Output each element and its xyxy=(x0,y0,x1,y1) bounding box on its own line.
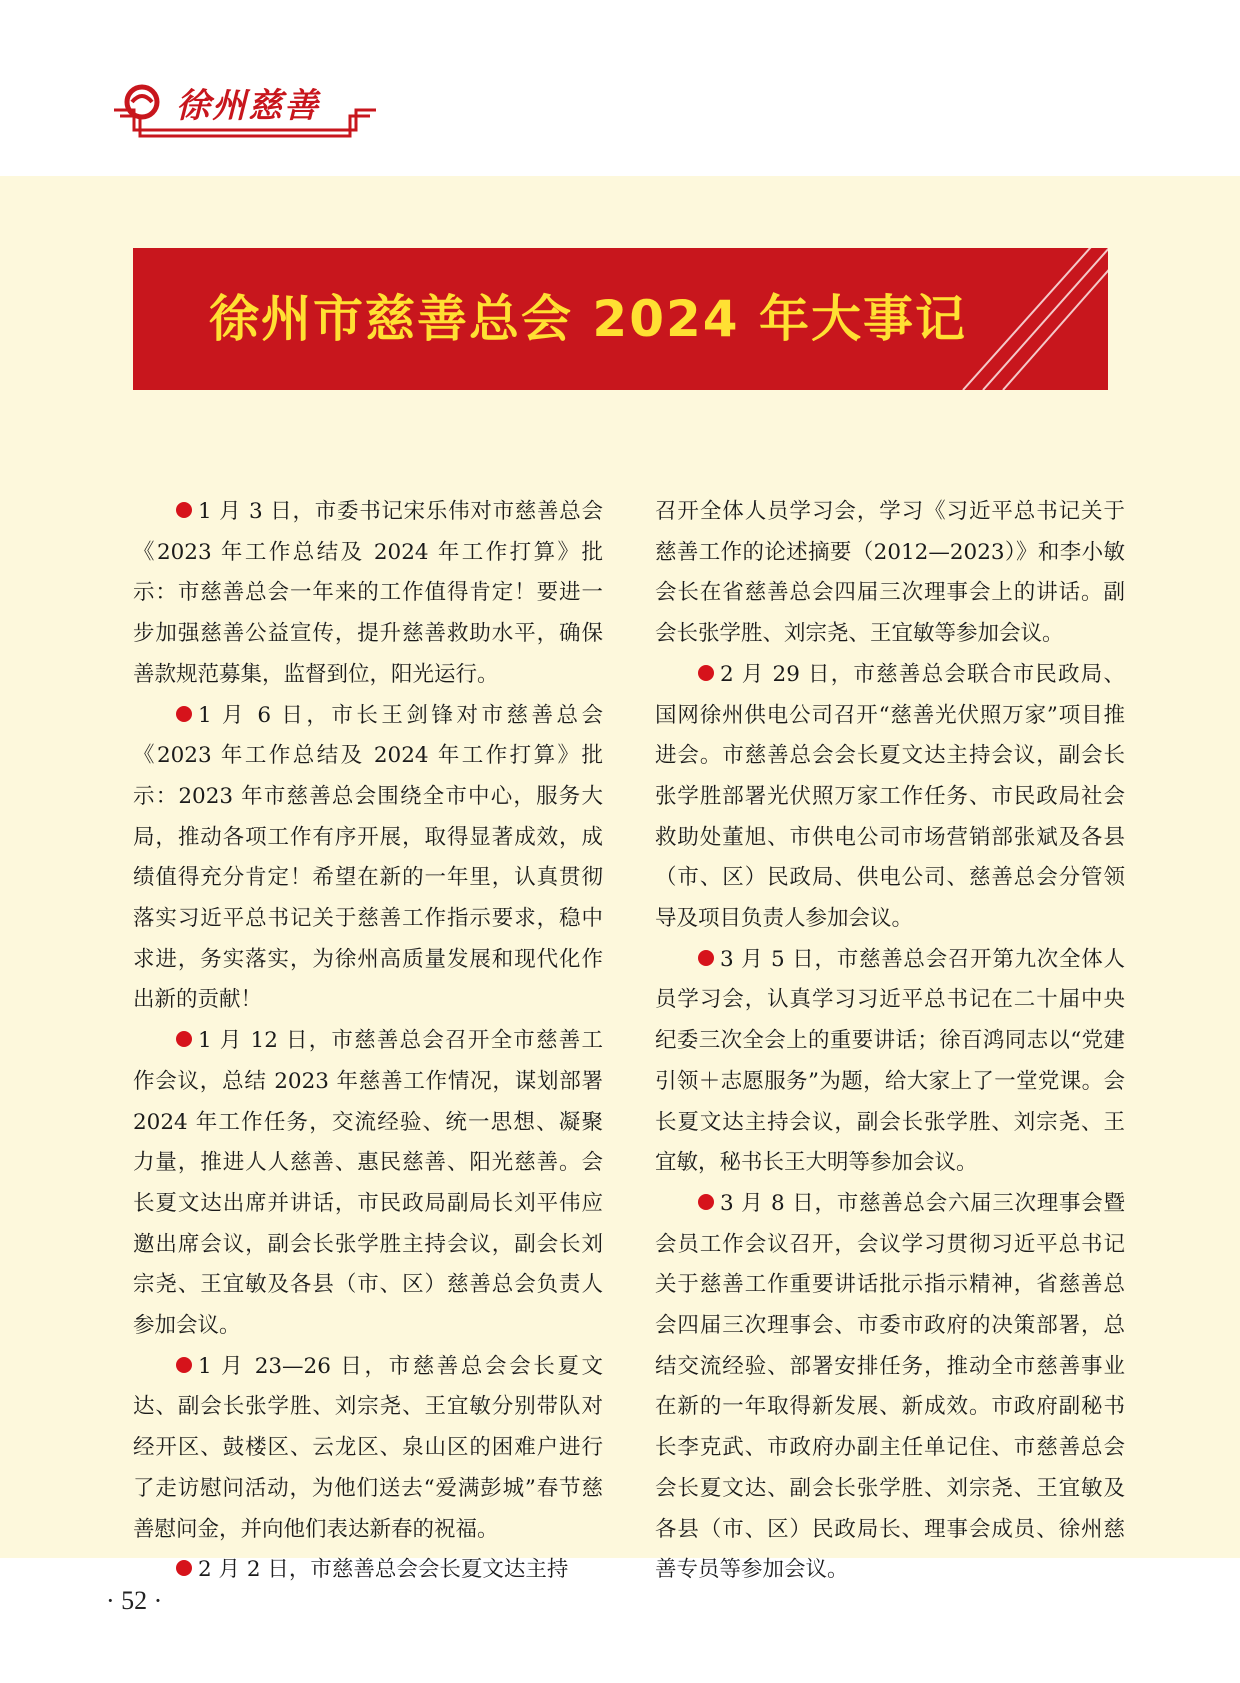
logo-text: 徐州慈善 xyxy=(170,86,326,126)
magazine-logo xyxy=(110,80,380,142)
event-entry xyxy=(133,1347,603,1551)
event-entry xyxy=(133,1550,603,1591)
right-column xyxy=(655,492,1125,1591)
event-text: 2 月 2 日，市慈善总会会长夏文达主持 xyxy=(198,1557,569,1583)
red-bullet-icon xyxy=(176,1560,192,1576)
event-text: 3 月 5 日，市慈善总会召开第九次全体人员学习会，认真学习习近平总书记在二十届中央纪委三次全会上的重要讲话；徐百鸿同志以“党建引领＋志愿服务”为题，给大家上了一堂党课。会长夏文达主持会议，副会长张学胜、刘宗尧、王宜敏，秘书长王大明等参加会议。 xyxy=(655,946,1125,1176)
red-bullet-icon xyxy=(176,502,192,518)
red-bullet-icon xyxy=(176,1357,192,1373)
title-banner xyxy=(133,248,1108,390)
event-entry xyxy=(133,492,603,696)
red-bullet-icon xyxy=(698,1194,714,1210)
event-text: 1 月 12 日，市慈善总会召开全市慈善工作会议，总结 2023 年慈善工作情况，谋划部署 2024 年工作任务，交流经验、统一思想、凝聚力量，推进人人慈善、惠民慈善、阳光慈善。会长夏文达出席并讲话，市民政局副局长刘平伟应邀出席会议，副会长张学胜主持会议，副会长刘宗尧、王宜敏及各县（市、区）慈善总会负责人参加会议。 xyxy=(133,1028,603,1339)
event-entry xyxy=(655,1184,1125,1591)
event-text: 1 月 6 日，市长王剑锋对市慈善总会《2023 年工作总结及 2024 年工作打算》批示：2023 年市慈善总会围绕全市中心，服务大局，推动各项工作有序开展，取得显著成效，成绩值得充分肯定！希望在新的一年里，认真贯彻落实习近平总书记关于慈善工作指示要求，稳中求进，务实落实，为徐州高质量发展和现代化作出新的贡献！ xyxy=(133,702,603,1013)
red-bullet-icon xyxy=(176,1031,192,1047)
page-title: 徐州市慈善总会 2024 年大事记 xyxy=(209,290,967,348)
red-bullet-icon xyxy=(698,950,714,966)
event-entry xyxy=(655,655,1125,940)
page-header xyxy=(0,0,1240,176)
event-entry xyxy=(133,1021,603,1347)
event-continuation: 召开全体人员学习会，学习《习近平总书记关于慈善工作的论述摘要（2012—2023）》和李小敏会长在省慈善总会四届三次理事会上的讲话。副会长张学胜、刘宗尧、王宜敏等参加会议。 xyxy=(655,499,1125,647)
red-bullet-icon xyxy=(176,706,192,722)
event-entry xyxy=(655,940,1125,1184)
event-text: 2 月 29 日，市慈善总会联合市民政局、国网徐州供电公司召开“慈善光伏照万家”项目推进会。市慈善总会会长夏文达主持会议，副会长张学胜部署光伏照万家工作任务、市民政局社会救助处董旭、市供电公司市场营销部张斌及各县（市、区）民政局、供电公司、慈善总会分管领导及项目负责人参加会议。 xyxy=(655,661,1125,932)
event-text: 3 月 8 日，市慈善总会六届三次理事会暨会员工作会议召开，会议学习贯彻习近平总书记关于慈善工作重要讲话批示指示精神，省慈善总会四届三次理事会、市委市政府的决策部署，总结交流经验、部署安排任务，推动全市慈善事业在新的一年取得新发展、新成效。市政府副秘书长李克武、市政府办副主任单记住、市慈善总会会长夏文达、副会长张学胜、刘宗尧、王宜敏及各县（市、区）民政局长、理事会成员、徐州慈善专员等参加会议。 xyxy=(655,1190,1125,1583)
event-entry xyxy=(133,696,603,1022)
red-bullet-icon xyxy=(698,665,714,681)
left-column xyxy=(133,492,603,1591)
event-text: 1 月 3 日，市委书记宋乐伟对市慈善总会《2023 年工作总结及 2024 年工作打算》批示：市慈善总会一年来的工作值得肯定！要进一步加强慈善公益宣传，提升慈善救助水平，确保善款规范募集，监督到位，阳光运行。 xyxy=(133,499,603,687)
page-number: · 52 · xyxy=(106,1586,163,1615)
event-text: 1 月 23—26 日，市慈善总会会长夏文达、副会长张学胜、刘宗尧、王宜敏分别带队对经开区、鼓楼区、云龙区、泉山区的困难户进行了走访慰问活动，为他们送去“爱满彭城”春节慈善慰问金，并向他们表达新春的祝福。 xyxy=(133,1353,603,1542)
